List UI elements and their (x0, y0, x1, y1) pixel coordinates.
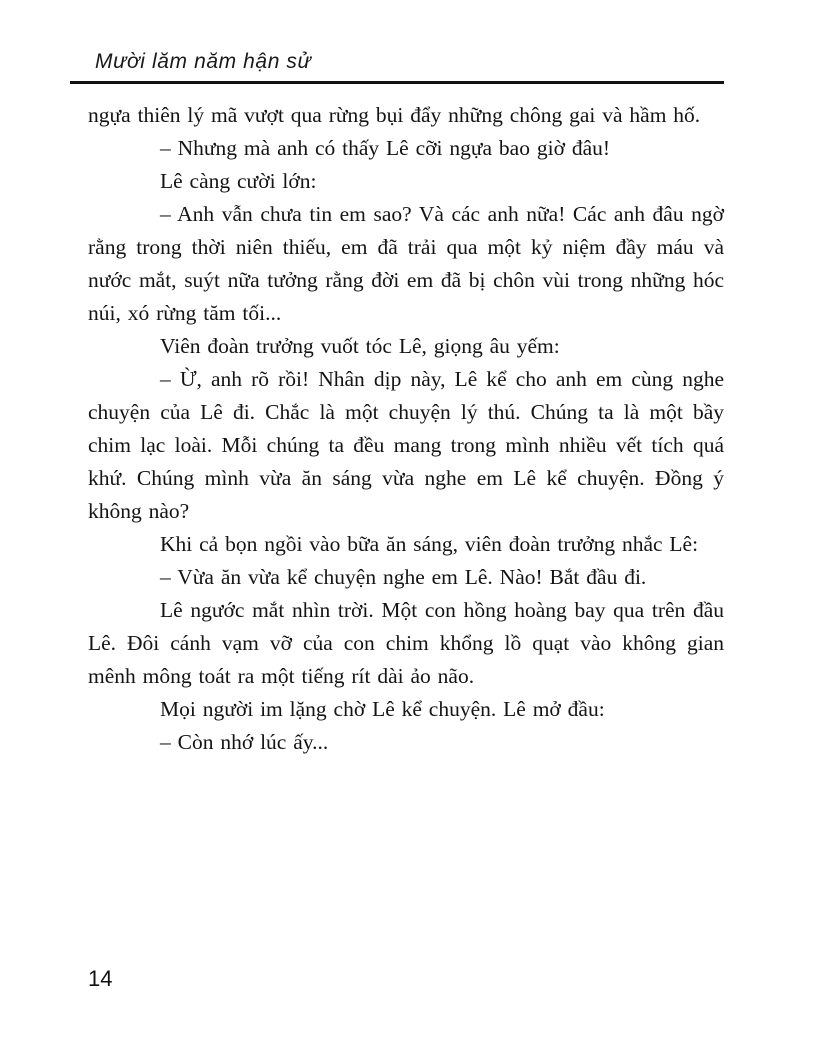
paragraph: Viên đoàn trưởng vuốt tóc Lê, giọng âu yếm: (160, 334, 560, 358)
running-header (70, 50, 724, 84)
page-number: 14 (88, 966, 113, 991)
paragraph: ngựa thiên lý mã vượt qua rừng bụi đẩy những chông gai và hầm hố. (88, 103, 701, 127)
paragraph: Khi cả bọn ngồi vào bữa ăn sáng, viên đoàn trưởng nhắc Lê: (160, 532, 699, 556)
paragraph: – Ừ, anh rõ rồi! Nhân dịp này, Lê kể cho anh em cùng nghe chuyện của Lê đi. Chắc là một chuyện lý thú. Chúng ta là một bầy chim lạc loài. Mỗi chúng ta đều mang trong mình nhiều vết tích quá khứ. Chúng mình vừa ăn sáng vừa nghe em Lê kể chuyện. Đồng ý không nào? (88, 367, 724, 523)
paragraph: – Nhưng mà anh có thấy Lê cỡi ngựa bao giờ đâu! (160, 136, 611, 160)
paragraph: Lê ngước mắt nhìn trời. Một con hồng hoàng bay qua trên đầu Lê. Đôi cánh vạm vỡ của con chim khổng lồ quạt vào không gian mênh mông toát ra một tiếng rít dài ảo não. (88, 598, 724, 688)
paragraph: – Anh vẫn chưa tin em sao? Và các anh nữa! Các anh đâu ngờ rằng trong thời niên thiếu, em đã trải qua một kỷ niệm đầy máu và nước mắt, suýt nữa tưởng rằng đời em đã bị chôn vùi trong những hóc núi, xó rừng tăm tối... (88, 202, 724, 325)
running-header-title: Mười lăm năm hận sử (95, 50, 312, 73)
paragraph: Mọi người im lặng chờ Lê kể chuyện. Lê mở đầu: (160, 697, 605, 721)
body-text-block (88, 99, 724, 759)
paragraph: – Còn nhớ lúc ấy... (160, 730, 329, 754)
paragraph: Lê càng cười lớn: (160, 169, 317, 193)
paragraph: – Vừa ăn vừa kể chuyện nghe em Lê. Nào! Bắt đầu đi. (160, 565, 647, 589)
